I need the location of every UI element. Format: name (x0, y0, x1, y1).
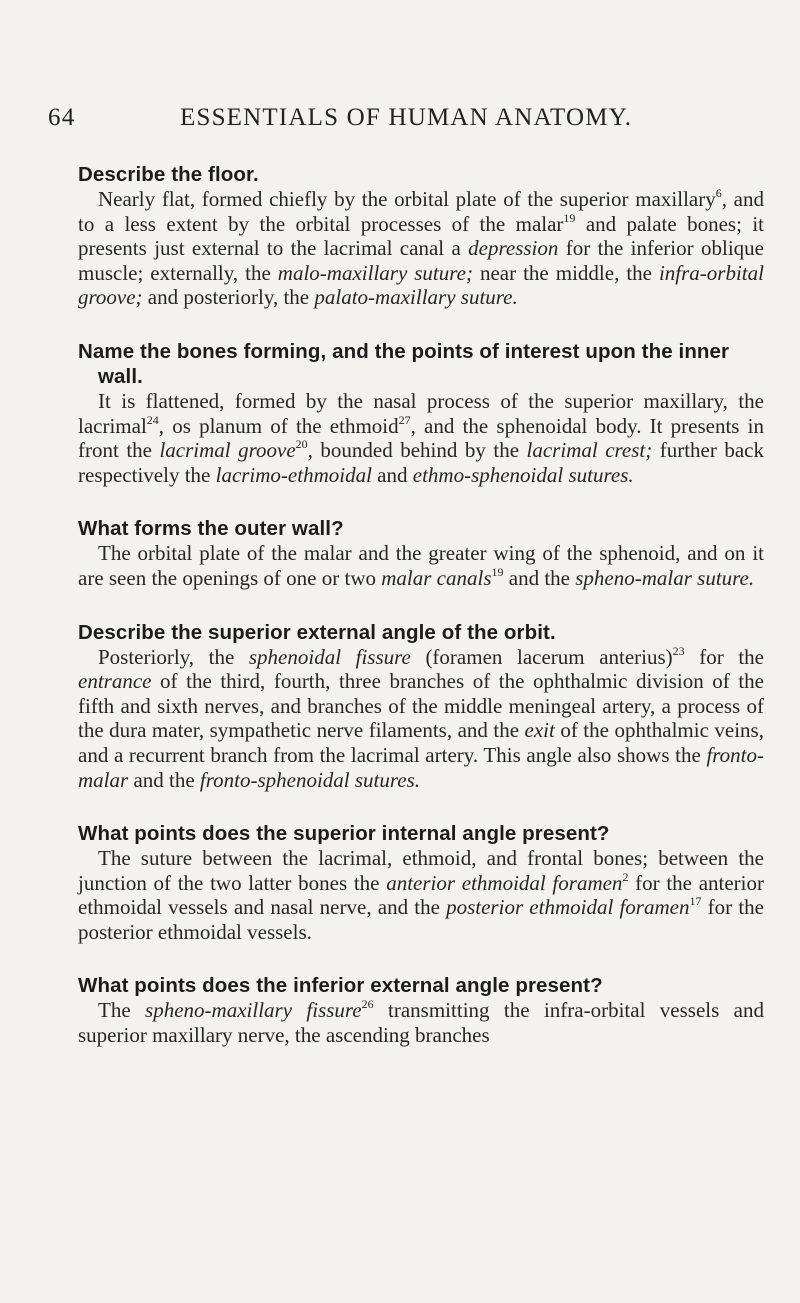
question-heading: What points does the inferior external angle present? (78, 974, 603, 998)
figure-reference: 24 (146, 412, 159, 427)
answer-paragraph: Nearly flat, formed chiefly by the orbital plate of the superior maxillary$^6$, and to a less extent by the orbital processes of the malar$^{19}$ and palate bones; it presents just external to the lacrimal canal a depression for the inferior oblique muscle; externally, the malo-maxillary suture; near the middle, the infra-orbital groove; and posteriorly, the palato-maxillary suture. (78, 186, 765, 310)
figure-reference: 2 (622, 869, 629, 884)
anatomical-term: fronto-malar (78, 742, 764, 792)
anatomical-term: malo-maxillary suture; (277, 260, 473, 285)
answer-paragraph: Posteriorly, the sphenoidal fissure (foramen lacerum anterius)$^{23}$ for the entrance of the third, fourth, three branches of the ophthalmic division of the fifth and sixth nerves, and branches of the middle meningeal artery, a process of the dura mater, sympathetic nerve filaments, and the exit of the ophthalmic veins, and a recurrent branch from the lacrimal artery. This angle also shows the fronto-malar and the fronto-sphenoidal sutures. (78, 643, 764, 792)
answer-paragraph: The spheno-maxillary fissure$^{26}$ transmitting the infra-orbital vessels and superior maxillary nerve, the ascending branches (78, 997, 764, 1048)
qa-section (78, 162, 764, 310)
figure-reference: 19 (563, 210, 576, 225)
page-number: 64 (48, 104, 76, 131)
qa-section (78, 973, 764, 1047)
anatomical-term: depression (468, 236, 559, 261)
anatomical-term: posterior ethmoidal foramen (446, 895, 690, 920)
anatomical-term: entrance (78, 669, 152, 694)
anatomical-term: anterior ethmoidal foramen (386, 870, 623, 895)
anatomical-term: palato-maxillary suture. (314, 285, 518, 310)
figure-reference: 19 (491, 564, 504, 579)
anatomical-term: sphenoidal fissure (248, 644, 411, 669)
anatomical-term: fronto-sphenoidal sutures. (199, 767, 421, 792)
page-body (78, 162, 764, 1077)
answer-paragraph: It is flattened, formed by the nasal process of the superior maxillary, the lacrimal$^{24}$, os planum of the ethmoid$^{27}$, and the sphenoidal body. It presents in front the lacrimal groove$^{20}$, bounded behind by the lacrimal crest; further back respectively the lacrimo-ethmoidal and ethmo-sphenoidal sutures. (78, 388, 764, 487)
question-heading: Name the bones forming, and the points of interest upon the inner wall. (78, 339, 730, 388)
anatomical-term: lacrimal groove (159, 438, 296, 463)
qa-section (78, 620, 764, 793)
anatomical-term: infra-orbital groove; (78, 260, 764, 310)
running-title: ESSENTIALS OF HUMAN ANATOMY. (180, 104, 633, 131)
question-heading: What forms the outer wall? (78, 517, 344, 541)
figure-reference: 26 (361, 997, 374, 1012)
anatomical-term: malar canals (381, 565, 492, 590)
anatomical-term: spheno-maxillary fissure (145, 998, 362, 1023)
figure-reference: 27 (398, 412, 411, 427)
question-heading: What points does the superior internal angle present? (78, 822, 610, 846)
anatomical-term: lacrimal crest; (526, 438, 653, 463)
qa-section (78, 821, 764, 944)
answer-paragraph: The orbital plate of the malar and the greater wing of the sphenoid, and on it are seen the openings of one or two malar canals$^{19}$ and the spheno-malar suture. (78, 541, 764, 590)
figure-reference: 6 (715, 186, 722, 200)
qa-section (78, 339, 764, 487)
anatomical-term: ethmo-sphenoidal sutures. (412, 462, 634, 487)
figure-reference: 20 (295, 437, 308, 452)
question-heading: Describe the floor. (78, 163, 259, 186)
anatomical-term: exit (524, 718, 555, 743)
anatomical-term: lacrimo-ethmoidal (215, 462, 372, 487)
answer-paragraph: The suture between the lacrimal, ethmoid, and frontal bones; between the junction of the two latter bones the anterior ethmoidal foramen$^2$ for the anterior ethmoidal vessels and nasal nerve, and the posterior ethmoidal foramen$^{17}$ for the posterior ethmoidal vessels. (78, 846, 764, 944)
figure-reference: 17 (689, 894, 702, 909)
qa-section (78, 516, 764, 590)
figure-reference: 23 (672, 643, 685, 658)
anatomical-term: spheno-malar suture. (575, 565, 755, 590)
question-heading: Describe the superior external angle of the orbit. (78, 620, 556, 644)
